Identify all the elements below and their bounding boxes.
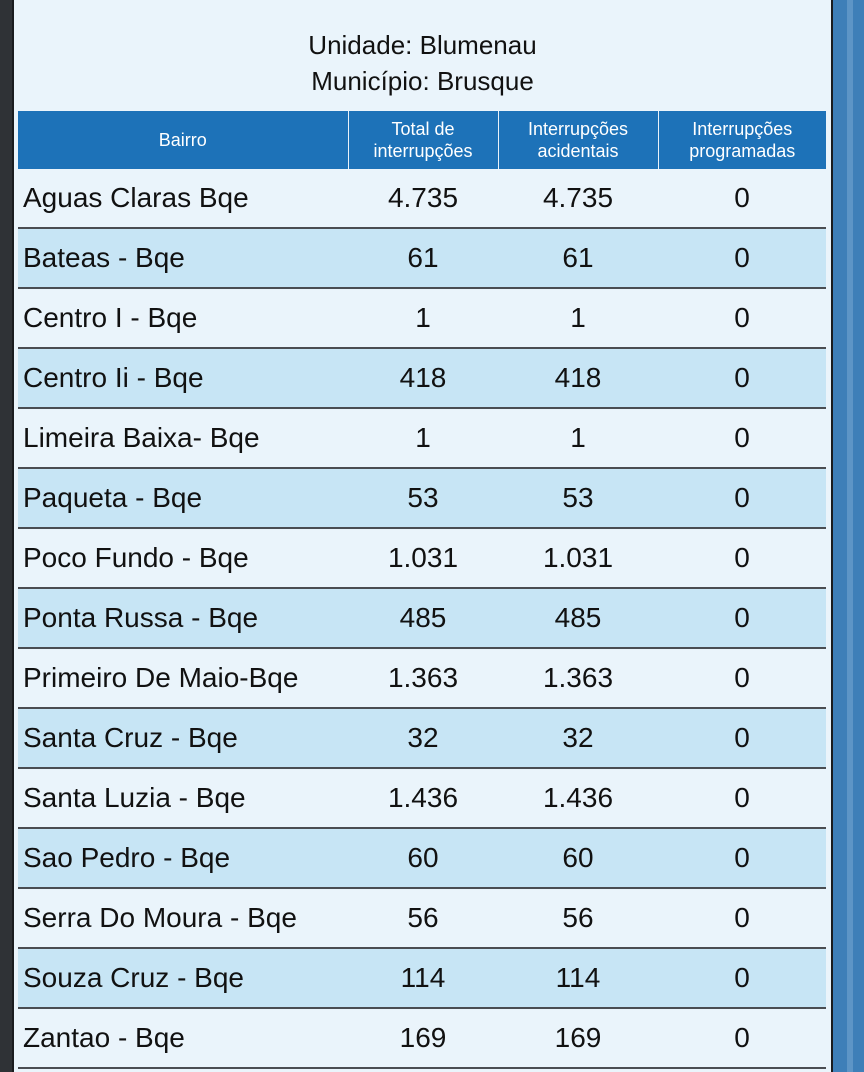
cell-acidentais: 53 (498, 468, 658, 528)
cell-acidentais: 1.031 (498, 528, 658, 588)
cell-bairro: Limeira Baixa- Bqe (18, 408, 348, 468)
table-row (18, 288, 826, 348)
table-row (18, 1008, 826, 1068)
cell-total: 169 (348, 1008, 498, 1068)
cell-total: 485 (348, 588, 498, 648)
cell-acidentais: 485 (498, 588, 658, 648)
cell-total: 53 (348, 468, 498, 528)
cell-programadas: 0 (658, 348, 826, 408)
cell-acidentais: 56 (498, 888, 658, 948)
cell-acidentais: 1.436 (498, 768, 658, 828)
cell-programadas: 0 (658, 528, 826, 588)
cell-acidentais: 32 (498, 708, 658, 768)
scrollbar-thumb[interactable] (847, 0, 853, 1072)
column-header-line: interrupções (373, 141, 473, 161)
scrollbar-track[interactable] (833, 0, 864, 1072)
column-header-acidentais (498, 111, 658, 169)
table-row (18, 768, 826, 828)
table-row (18, 528, 826, 588)
cell-bairro: Serra Do Moura - Bqe (18, 888, 348, 948)
cell-bairro: Paqueta - Bqe (18, 468, 348, 528)
table-row (18, 408, 826, 468)
cell-total: 1 (348, 408, 498, 468)
municipio-heading: Município: Brusque (311, 66, 534, 96)
cell-total: 1 (348, 288, 498, 348)
cell-total: 56 (348, 888, 498, 948)
column-header-line: acidentais (537, 141, 619, 161)
cell-acidentais: 418 (498, 348, 658, 408)
cell-acidentais: 169 (498, 1008, 658, 1068)
cell-total: 114 (348, 948, 498, 1008)
cell-bairro: Primeiro De Maio-Bqe (18, 648, 348, 708)
table-row (18, 348, 826, 408)
cell-programadas: 0 (658, 708, 826, 768)
cell-acidentais: 1.363 (498, 648, 658, 708)
unidade-heading: Unidade: Blumenau (308, 30, 537, 60)
cell-acidentais: 1 (498, 288, 658, 348)
cell-programadas: 0 (658, 828, 826, 888)
content-panel (12, 0, 833, 1072)
table-row (18, 828, 826, 888)
cell-acidentais: 60 (498, 828, 658, 888)
cell-bairro: Sao Pedro - Bqe (18, 828, 348, 888)
column-header-bairro (18, 111, 348, 169)
column-header-line: Interrupções (692, 119, 793, 139)
cell-total: 418 (348, 348, 498, 408)
cell-total: 61 (348, 228, 498, 288)
column-header-programadas (658, 111, 826, 169)
cell-acidentais: 114 (498, 948, 658, 1008)
cell-programadas: 0 (658, 948, 826, 1008)
cell-programadas: 0 (658, 228, 826, 288)
cell-programadas: 0 (658, 588, 826, 648)
table-row (18, 948, 826, 1008)
cell-bairro: Poco Fundo - Bqe (18, 528, 348, 588)
cell-bairro: Zantao - Bqe (18, 1008, 348, 1068)
table-row (18, 169, 826, 228)
cell-bairro: Santa Cruz - Bqe (18, 708, 348, 768)
table-row (18, 228, 826, 288)
cell-bairro: Santa Luzia - Bqe (18, 768, 348, 828)
table-header-row (18, 111, 826, 169)
cell-total: 1.436 (348, 768, 498, 828)
table-row (18, 468, 826, 528)
cell-programadas: 0 (658, 648, 826, 708)
cell-total: 32 (348, 708, 498, 768)
table-row (18, 588, 826, 648)
cell-acidentais: 61 (498, 228, 658, 288)
cell-acidentais: 4.735 (498, 169, 658, 228)
table-row (18, 648, 826, 708)
cell-bairro: Bateas - Bqe (18, 228, 348, 288)
cell-programadas: 0 (658, 468, 826, 528)
cell-programadas: 0 (658, 288, 826, 348)
table-row (18, 708, 826, 768)
cell-programadas: 0 (658, 768, 826, 828)
column-header-total (348, 111, 498, 169)
interruptions-table (18, 111, 826, 1069)
cell-acidentais: 1 (498, 408, 658, 468)
cell-programadas: 0 (658, 408, 826, 468)
cell-programadas: 0 (658, 169, 826, 228)
column-header-line: Bairro (158, 130, 207, 150)
cell-bairro: Souza Cruz - Bqe (18, 948, 348, 1008)
cell-programadas: 0 (658, 888, 826, 948)
cell-total: 60 (348, 828, 498, 888)
cell-bairro: Centro I - Bqe (18, 288, 348, 348)
column-header-line: programadas (689, 141, 796, 161)
table-body (18, 169, 826, 1068)
cell-programadas: 0 (658, 1008, 826, 1068)
cell-total: 4.735 (348, 169, 498, 228)
table-row (18, 888, 826, 948)
cell-bairro: Centro Ii - Bqe (18, 348, 348, 408)
cell-total: 1.031 (348, 528, 498, 588)
column-header-line: Interrupções (527, 119, 629, 139)
column-header-line: Total de (391, 119, 455, 139)
cell-total: 1.363 (348, 648, 498, 708)
cell-bairro: Aguas Claras Bqe (18, 169, 348, 228)
cell-bairro: Ponta Russa - Bqe (18, 588, 348, 648)
